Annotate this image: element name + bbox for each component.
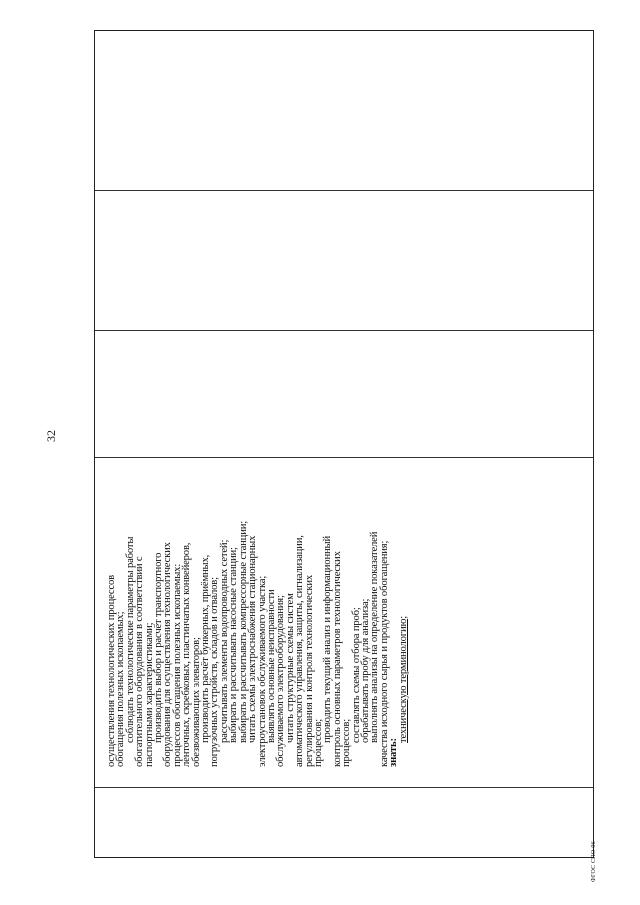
requirement-line: знать: [388, 738, 400, 767]
requirement-line: процессов обогащения полезных ископаемых: [171, 563, 183, 767]
requirement-line: выполнять анализы на определение показателей [369, 531, 381, 743]
table-column-hours [95, 190, 593, 330]
requirement-line: производить расчёт бункерных, приёмных, [200, 554, 212, 743]
requirement-line: обогатительного оборудования в соответствии с [134, 556, 146, 767]
requirement-line: рассчитывать элементы водопроводных сетей; [218, 539, 230, 743]
requirement-line: составлять схемы отбора проб; [350, 607, 362, 743]
table-column-code [95, 787, 593, 857]
requirement-line: выбирать и рассчитывать насосные станции; [228, 547, 240, 743]
requirement-line: выявлять основные неисправности [265, 589, 277, 743]
requirement-line: техническую терминологию; [397, 615, 409, 743]
requirement-line: оборудования для осуществления технологических [162, 542, 174, 767]
requirement-line: обезвоживающих элеваторов; [190, 637, 202, 767]
requirement-line: ленточных, скребковых, пластинчатых конвейеров, [181, 542, 193, 767]
requirement-line: электроустановок обслуживаемого участка; [256, 575, 268, 767]
requirement-line: осуществления технологических процессов [106, 574, 117, 767]
table-column-discipline [95, 330, 593, 457]
page-number: 32 [44, 430, 58, 442]
requirement-line: читать схемы электроснабжения стационарных [247, 535, 259, 743]
requirement-line: регулирования и контроля технологических [303, 574, 315, 767]
requirement-line: читать структурные схемы систем [284, 593, 296, 743]
requirement-line: паспортными характеристиками; [143, 622, 155, 767]
requirement-line: проводить текущий анализ и информационный [322, 536, 334, 743]
requirement-line: обслуживаемого электрооборудования; [275, 595, 287, 767]
requirement-line: погрузочных устройств, складов и отвалов; [209, 577, 221, 767]
table-column-requirements [95, 457, 593, 787]
requirement-line: контроль основных параметров технологических [331, 551, 343, 767]
requirement-line: обрабатывать пробу для анализа; [359, 598, 371, 743]
requirement-line: качества исходного сырья и продуктов обогащения; [378, 540, 390, 767]
requirement-line: автоматического управления, защиты, сигнализации, [294, 535, 306, 767]
competency-table [94, 30, 594, 858]
document-footer-code: ФГОС СПО-06 [591, 841, 597, 882]
requirement-line: процессов; [341, 718, 353, 767]
requirement-line: обогащения полезных ископаемых; [115, 611, 127, 767]
requirement-line: процессов; [312, 718, 324, 767]
table-column-competencies [95, 30, 593, 190]
requirement-line: соблюдать технологические параметры работы [124, 536, 136, 743]
requirement-line: выбирать и рассчитывать компрессорные станции; [237, 520, 249, 743]
requirement-line: производить выбор и расчёт транспортного [153, 552, 165, 743]
